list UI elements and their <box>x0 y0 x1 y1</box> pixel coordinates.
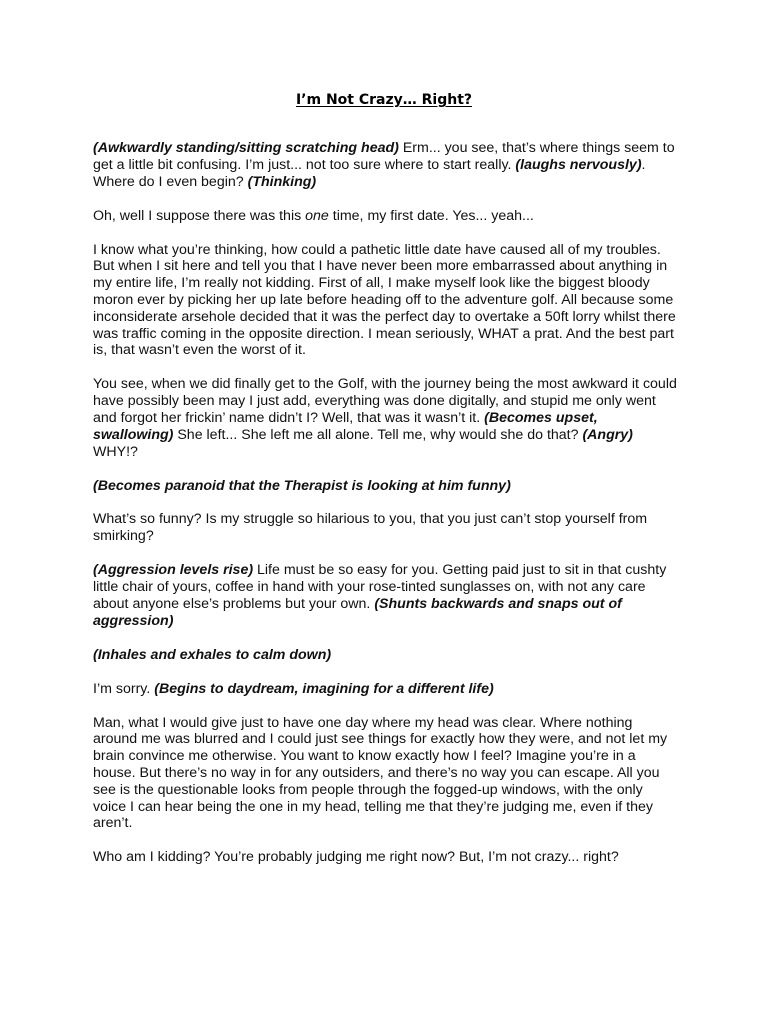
dialogue-text: Life must be so easy for you. Getting paid just to sit in that cushty little chair of yours, coffee in hand with your rose-tinted sunglasses on, with not any care about anyone else’s problems but your own. <box>93 562 667 612</box>
dialogue-text: I’m sorry. <box>93 680 155 697</box>
dialogue-text: Oh, well I suppose there was this <box>93 207 306 224</box>
stage-direction: (Thinking) <box>247 173 317 190</box>
paragraph <box>93 242 678 360</box>
stage-direction: (Becomes paranoid that the Therapist is looking at him funny) <box>93 477 511 494</box>
dialogue-text: . Where do I even begin? <box>93 156 646 190</box>
dialogue-text: time, my first date. Yes... yeah... <box>328 207 534 224</box>
paragraph <box>93 208 678 225</box>
paragraph <box>93 478 678 495</box>
paragraph <box>93 681 678 698</box>
paragraph <box>93 376 678 460</box>
dialogue-text: You see, when we did finally get to the Golf, with the journey being the most awkward it could have possibly been may I just add, everything was done digitally, and stupid me only went and forgot her frickin’ name didn’t I? Well, that was it wasn’t it. <box>93 376 677 426</box>
stage-direction: (Inhales and exhales to calm down) <box>93 646 332 663</box>
paragraph <box>93 849 678 866</box>
stage-direction: (laughs nervously) <box>515 156 642 173</box>
document-title: I’m Not Crazy… Right? <box>295 92 473 108</box>
dialogue-text: Erm... you see, that’s where things seem to get a little bit confusing. I’m just... not too sure where to start really. <box>93 140 675 173</box>
dialogue-text: Who am I kidding? You’re probably judging me right now? But, I’m not crazy... right? <box>93 849 619 866</box>
stage-direction: (Angry) <box>582 426 633 443</box>
stage-direction: (Aggression levels rise) <box>93 562 254 579</box>
paragraph <box>93 647 678 664</box>
paragraph <box>93 715 678 833</box>
dialogue-text: She left... She left me all alone. Tell me, why would she do that? <box>173 426 583 443</box>
stage-direction: (Shunts backwards and snaps out of aggression) <box>93 595 622 629</box>
dialogue-text: What’s so funny? Is my struggle so hilarious to you, that you just can’t stop yourself from smirking? <box>93 511 648 545</box>
paragraph <box>93 140 678 190</box>
document-body <box>93 140 678 883</box>
paragraph <box>93 511 678 545</box>
stage-direction: (Awkwardly standing/sitting scratching head) <box>93 140 399 156</box>
stage-direction: (Begins to daydream, imagining for a different life) <box>154 680 494 697</box>
paragraph <box>93 562 678 629</box>
emphasis-text: one <box>305 207 329 224</box>
dialogue-text: Man, what I would give just to have one day where my head was clear. Where nothing around me was blurred and I could just see things for exactly how they were, and not let my brain convince me otherwise. You want to know exactly how I feel? Imagine you’re in a house. But there’s no way in for any outsiders, and there’s no way you can escape. All you see is the questionable looks from people through the fogged-up windows, with the only voice I can hear being the one in my head, telling me that they’re judging me, even if they aren’t. <box>93 714 668 832</box>
dialogue-text: I know what you’re thinking, how could a pathetic little date have caused all of my troubles. But when I sit here and tell you that I have never been more embarrassed about anything in my entire life, I’m really not kidding. First of all, I make myself look like the biggest bloody moron ever by picking her up late before heading off to the adventure golf. All because some inconsiderate arsehole decided that it was the perfect day to overtake a 50ft lorry whilst there was traffic coming in the opposite direction. I mean seriously, WHAT a prat. And the best part is, that wasn’t even the worst of it. <box>93 241 676 359</box>
dialogue-text: WHY!? <box>93 443 138 460</box>
stage-direction: (Becomes upset, swallowing) <box>93 409 598 443</box>
